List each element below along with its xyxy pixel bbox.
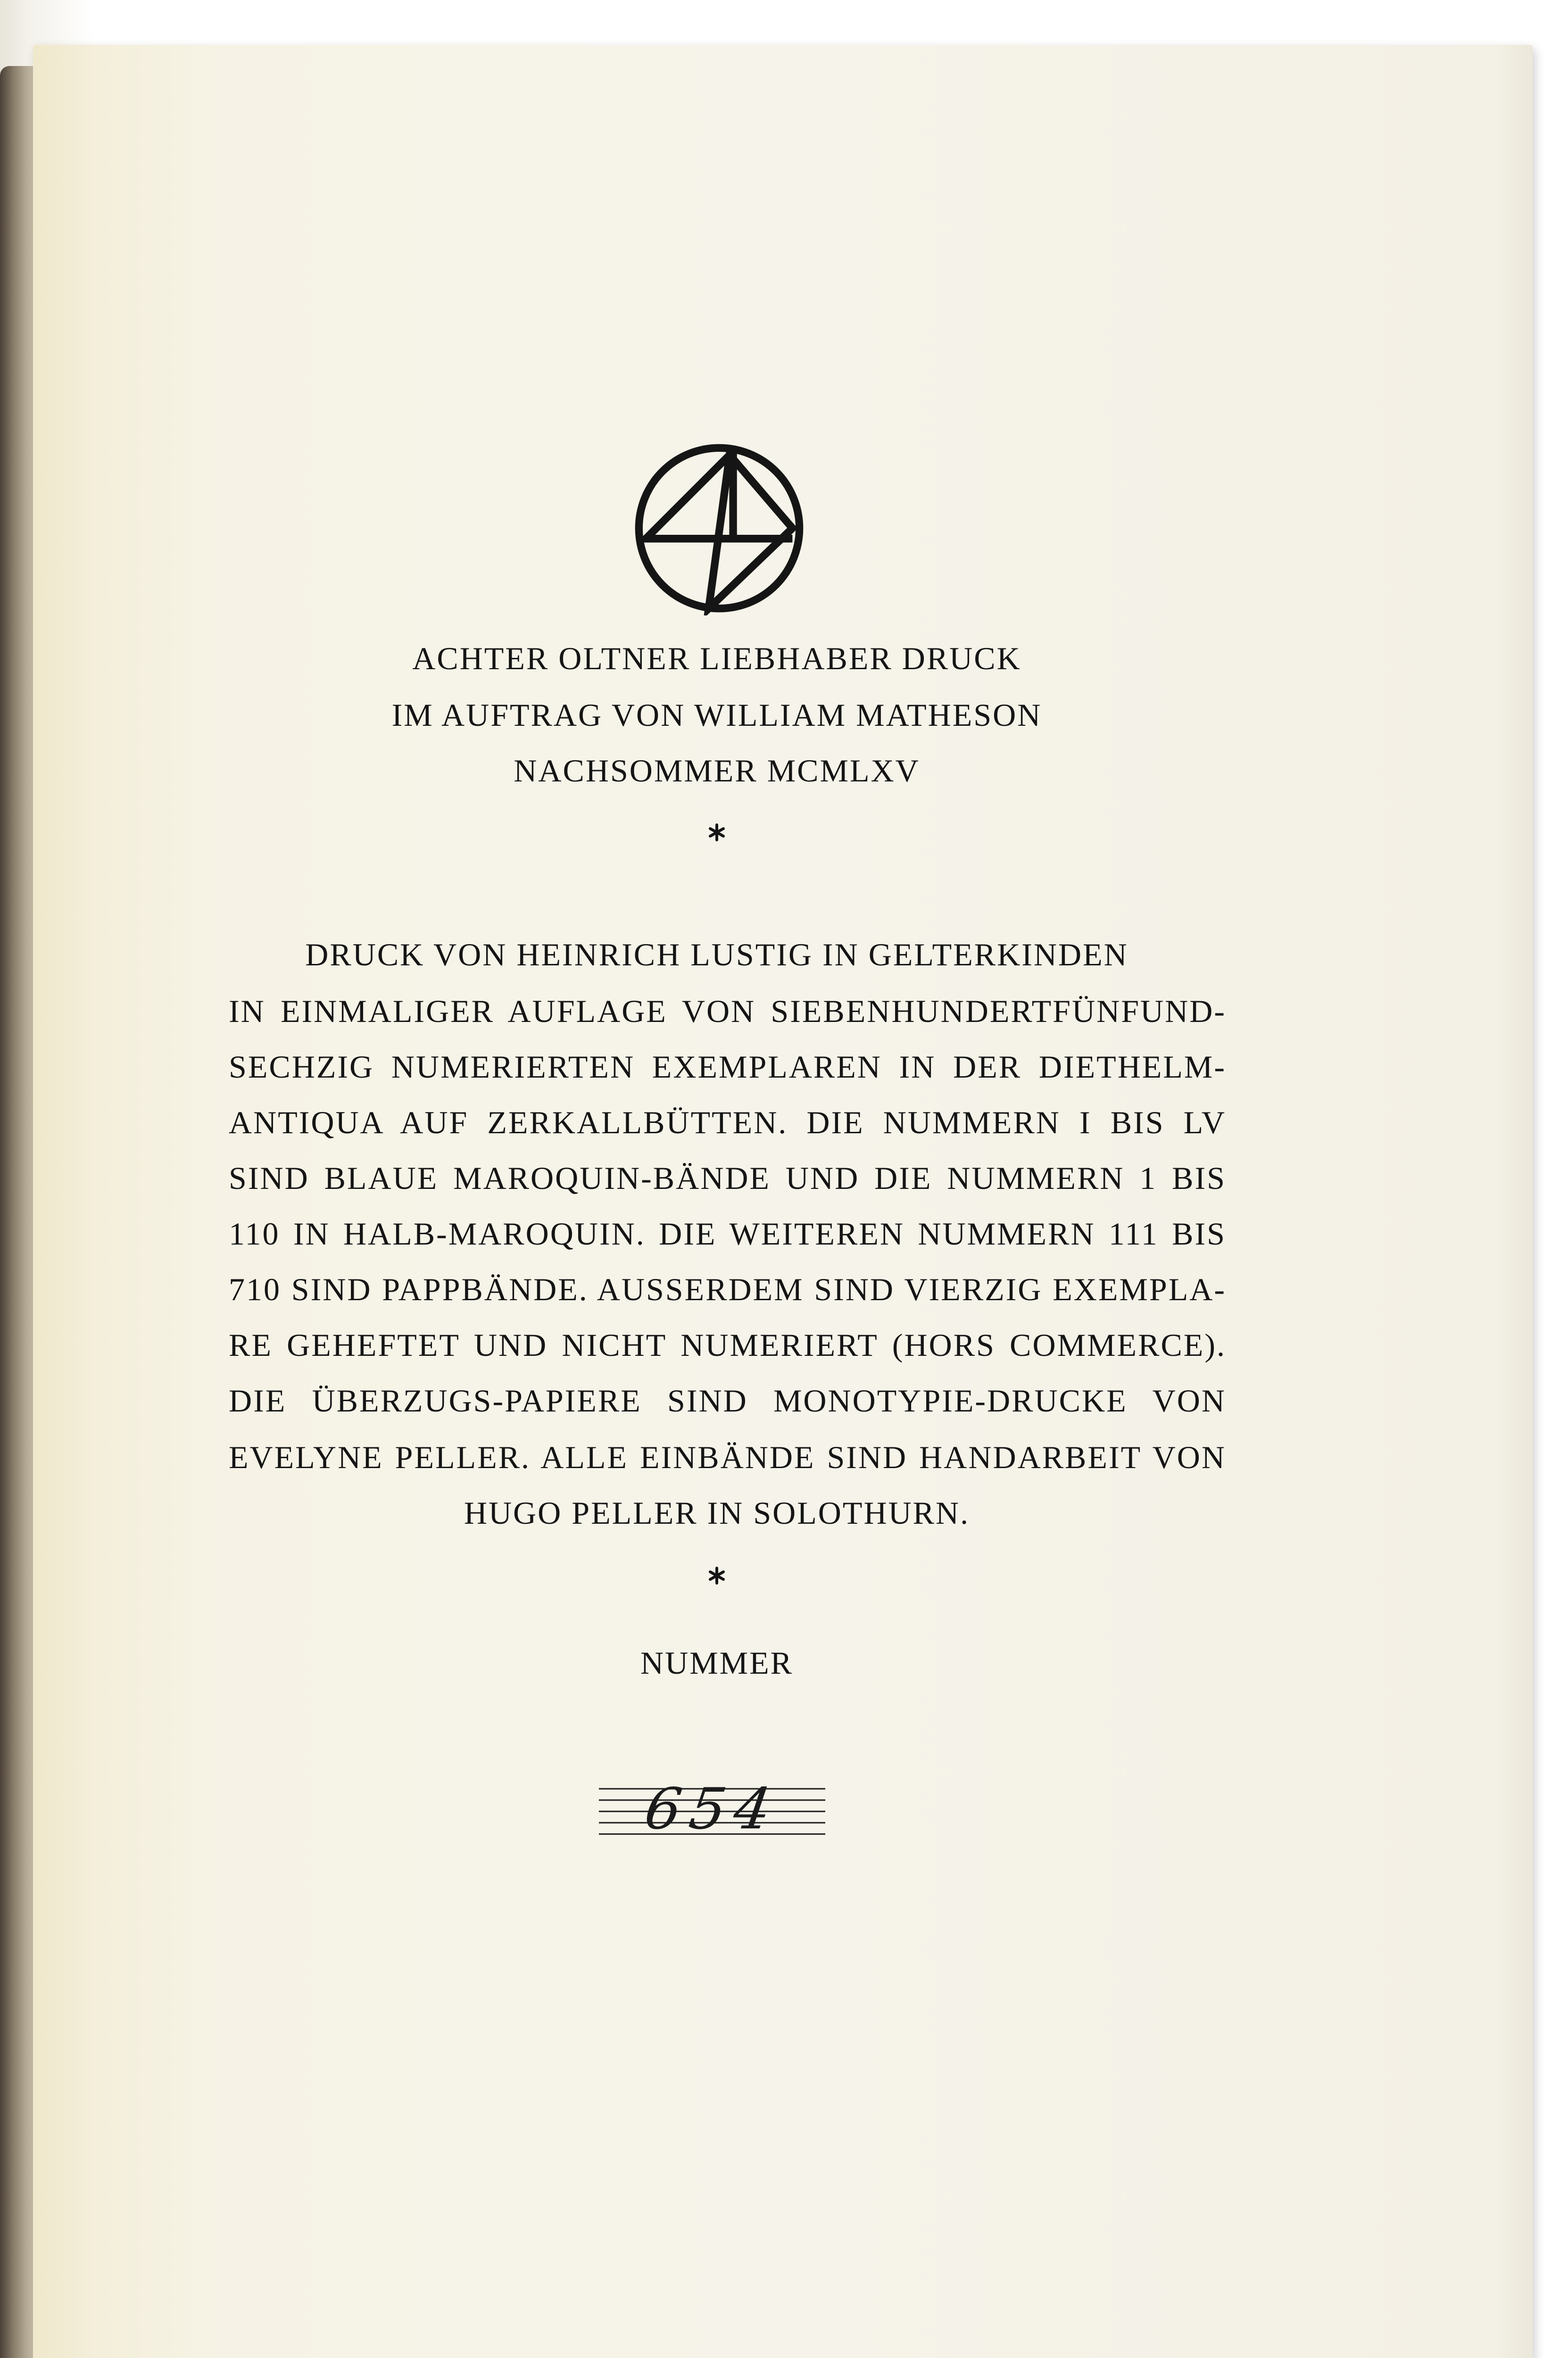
body-line-4: ANTIQUA AUF ZERKALLBÜTTEN. DIE NUMMERN I BIS LV xyxy=(229,1104,1226,1140)
body-line-9: DIE ÜBERZUGS-PAPIERE SIND MONOTYPIE-DRUCKE VON xyxy=(229,1383,1226,1419)
number-label: NUMMER xyxy=(640,1645,794,1681)
star-icon xyxy=(707,1566,726,1585)
header-line-1: ACHTER OLTNER LIEBHABER DRUCK xyxy=(412,640,1021,676)
header-line-2: IM AUFTRAG VON WILLIAM MATHESON xyxy=(391,697,1042,733)
body-line-10: EVELYNE PELLER. ALLE EINBÄNDE SIND HANDARBEIT VON xyxy=(229,1439,1226,1475)
body-line-8: RE GEHEFTET UND NICHT NUMERIERT (HORS COMMERCE). xyxy=(229,1327,1226,1363)
body-line-11: HUGO PELLER IN SOLOTHURN. xyxy=(464,1495,970,1531)
body-line-6: 110 IN HALB-MAROQUIN. DIE WEITEREN NUMMERN 111 BIS xyxy=(229,1216,1226,1252)
header-line-3: NACHSOMMER MCMLXV xyxy=(514,753,920,789)
body-line-5: SIND BLAUE MAROQUIN-BÄNDE UND DIE NUMMERN 1 BIS xyxy=(229,1160,1226,1196)
handwritten-number: 654 xyxy=(640,1777,784,1842)
printer-mark-icon xyxy=(632,441,806,615)
copy-number-field xyxy=(599,1777,825,1846)
body-line-3: SECHZIG NUMERIERTEN EXEMPLAREN IN DER DIETHELM- xyxy=(229,1049,1226,1085)
body-line-1: DRUCK VON HEINRICH LUSTIG IN GELTERKINDEN xyxy=(305,937,1128,972)
body-line-2: IN EINMALIGER AUFLAGE VON SIEBENHUNDERTFÜNFUND- xyxy=(229,993,1226,1029)
book-page xyxy=(33,45,1533,2358)
body-line-7: 710 SIND PAPPBÄNDE. AUSSERDEM SIND VIERZIG EXEMPLA- xyxy=(229,1271,1226,1307)
star-icon xyxy=(707,823,726,842)
